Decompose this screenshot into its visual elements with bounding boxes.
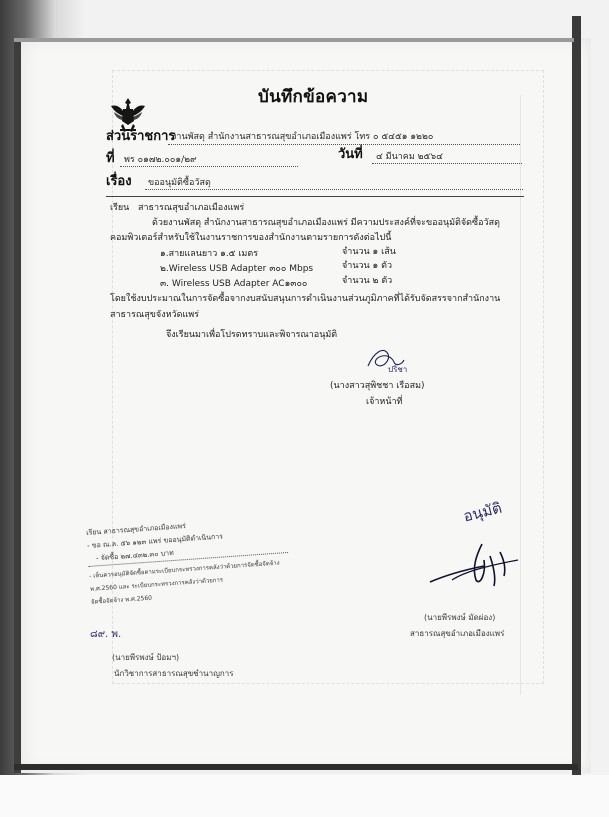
memo-title: บันทึกข้อความ	[258, 87, 369, 107]
date-underline	[372, 163, 522, 164]
approver-signature	[424, 530, 524, 592]
approver-position: สาธารณสุขอำเภอเมืองแพร่	[410, 629, 505, 638]
stamp-signer-position: นักวิชาการสาธารณสุขชำนาญการ	[114, 669, 234, 678]
date-label: วันที่	[338, 147, 363, 162]
item-1-name: ๑.สายแลนยาว ๑.๕ เมตร	[160, 249, 259, 259]
item-1-qty: จำนวน ๑ เส้น	[342, 247, 396, 257]
ref-value: พร ๐๑๗๒.๐๐๑/๒๙	[124, 155, 197, 165]
scanner-bottom-area	[0, 775, 609, 817]
stamp-line-4: - เห็นควรอนุมัติจัดซื้อตามระเบียบกระทรวงการคลังว่าด้วยการจัดซื้อจัดจ้าง	[88, 559, 280, 580]
stamp-signer-name: (นายพีรพงษ์ ป้อมฯ)	[112, 653, 180, 662]
ref-label: ที่	[106, 151, 115, 166]
closing-line: จึงเรียนมาเพื่อโปรดทราบและพิจารณาอนุมัติ	[166, 330, 338, 340]
item-2-name: ๒.Wireless USB Adapter ๓๐๐ Mbps	[160, 264, 314, 274]
stamp-line-6: จัดซื้อจัดจ้าง พ.ศ.2560	[90, 594, 153, 606]
garuda-emblem-icon	[108, 94, 148, 134]
stamp-line-3: - จัดซื้อ ๒๗.๔๓๒.๓๐ บาท	[95, 548, 174, 563]
stamp-line-5: พ.ศ.2560 และ ระเบียบกระทรวงการคลังว่าด้วยการ	[89, 576, 224, 593]
agency-underline	[168, 144, 520, 145]
approver-name: (นายพีรพงษ์ มัดผ่อง)	[424, 613, 496, 622]
agency-label: ส่วนราชการ	[106, 129, 176, 144]
page-top-edge	[14, 38, 574, 42]
subject-value: ขออนุมัติซื้อวัสดุ	[148, 178, 211, 188]
to-label: เรียน	[110, 203, 130, 213]
stamp-signature: ๘๙. พ.	[90, 629, 122, 640]
paragraph1-line2: คอมพิวเตอร์สำหรับใช้ในงานราชการของสำนักงานตามรายการดังต่อไปนี้	[110, 233, 392, 243]
stamp-line-1: เรียน สาธารณสุขอำเภอเมืองแพร่	[85, 522, 187, 537]
subject-underline	[145, 189, 523, 190]
paragraph1-line1: ด้วยงานพัสดุ สำนักงานสาธารณสุขอำเภอเมืองแพร่ มีความประสงค์ที่จะขออนุมัติจัดซื้อวัสดุ	[152, 218, 500, 228]
signer-1-position: เจ้าหน้าที่	[366, 397, 403, 407]
item-3-qty: จำนวน ๒ ตัว	[342, 276, 393, 286]
page-edge-shadow	[572, 16, 581, 781]
date-value: ๔ มีนาคม ๒๕๖๔	[376, 152, 443, 162]
item-3-name: ๓. Wireless USB Adapter AC๑๓๐๐	[160, 279, 308, 289]
stamp-line-2: - ขอ ณ.ล. ๕๖ ๑๒๓ แพร่ ขออนุมัติดำเนินการ	[86, 532, 224, 550]
signer-1-name: (นางสาวสุพิชชา เรือสม)	[330, 381, 425, 391]
paragraph2-line1: โดยใช้งบประมาณในการจัดซื้อจากงบสนับสนุนการดำเนินงานส่วนภูมิภาคที่ได้รับจัดสรรจากสำนักงาน	[110, 294, 501, 304]
paragraph2-line2: สาธารณสุขจังหวัดแพร่	[110, 310, 199, 320]
bleed-through-line	[520, 95, 521, 695]
ref-underline	[120, 166, 298, 167]
signature-1-text: ปริชา	[388, 365, 408, 374]
header-divider	[106, 196, 524, 197]
item-2-qty: จำนวน ๑ ตัว	[342, 261, 393, 271]
agency-value: งานพัสดุ สำนักงานสาธารณสุขอำเภอเมืองแพร่ โทร ๐ ๕๔๕๑ ๑๒๒๐	[172, 132, 434, 142]
approve-handwriting: อนุมัติ	[461, 498, 504, 526]
page-bottom-edge	[14, 764, 578, 770]
to-value: สาธารณสุขอำเภอเมืองแพร่	[138, 203, 245, 213]
subject-label: เรื่อง	[106, 174, 132, 189]
